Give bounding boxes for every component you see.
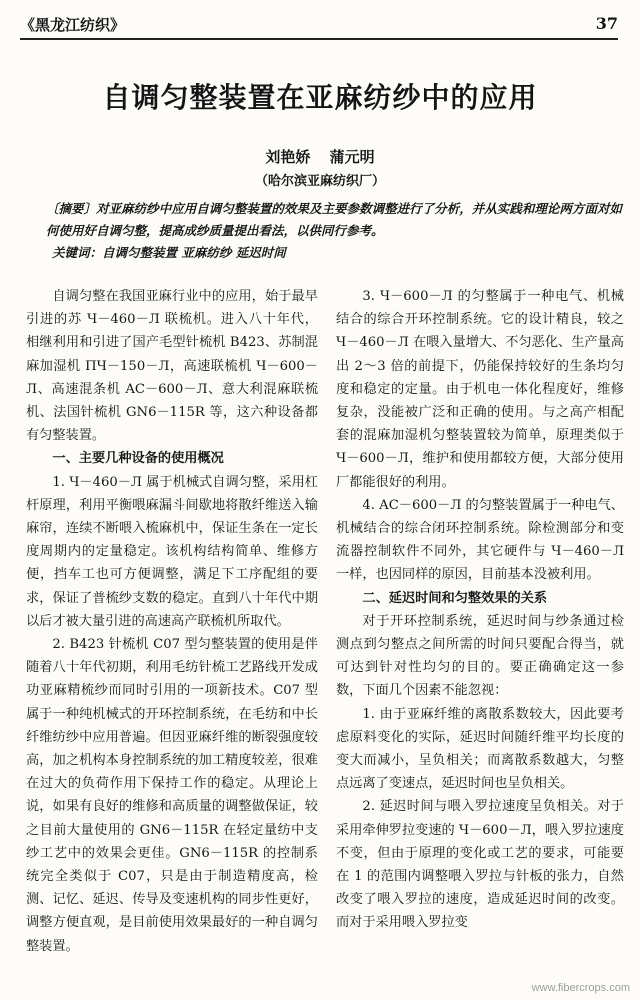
page-number: 37 (595, 14, 618, 33)
abstract: 〔摘要〕对亚麻纺纱中应用自调匀整装置的效果及主要参数调整进行了分析，并从实践和理论两方面对如何使用好自调匀整，提高成纱质量提出看法，以供同行参考。 (46, 201, 622, 238)
keywords: 关键词：自调匀整装置 亚麻纺纱 延迟时间 (52, 245, 286, 260)
author-affiliation: （哈尔滨亚麻纺织厂） (254, 174, 385, 189)
left-column (26, 285, 318, 990)
section-heading-2: 二、延迟时间和匀整效果的关系 (362, 590, 548, 606)
paragraph-item-2: 2. B423 针梳机 C07 型匀整装置的使用是伴随着八十年代初期，利用毛纺针梳工艺路线开发成功亚麻精梳纱而同时引用的一项新技术。C07 型属于一种纯机械式的开环控制系统，在毛纺和中长纤维纺纱中应用普遍。但因亚麻纤维的断裂强度较高，加之机构本身控制系统的加工精度较差，很难在过大的负荷作用下保持工作的稳定。从理论上说，如果有良好的维修和高质量的调整做保证，较之目前大量使用的 GN6－115R 在轻定量纺中支纱工艺中的效果会更佳。GN6－115R 的控制系统完全类似于 C07，只是由于制造精度高，检测、记忆、延迟、传导及变速机构的同步性更好，调整方便直观，是目前使用效果最好的一种自调匀整装置。 (26, 637, 318, 954)
article-authors: 刘艳娇 蒲元明 (265, 148, 375, 166)
paragraph-item-3: 3. Ч－600－Л 的匀整属于一种电气、机械结合的综合开环控制系统。它的设计精良，较之 Ч－460－Л 在喂入量增大、不匀恶化、生产量高出 2～3 倍的前提下，仍能保持较好的生条均匀度和稳定的定量。由于机电一体化程度好，维修复杂，没能被广泛和正确的使用。与之高产相配套的混麻加湿机匀整装置较为简单，原理类似于 Ч－600－Л，维护和使用都较方便，大部分使用厂都能很好的利用。 (336, 289, 624, 490)
section-2-intro: 对于开环控制系统，延迟时间与纱条通过检测点到匀整点之间所需的时间只要配合得当，就可达到针对性均匀的目的。要正确确定这一参数，下面几个因素不能忽视： (336, 613, 624, 699)
page-header (20, 12, 618, 40)
section-heading-1: 一、主要几种设备的使用概况 (52, 451, 224, 467)
right-column (336, 285, 624, 990)
paragraph-item-1: 1. Ч－460－Л 属于机械式自调匀整，采用杠杆原理，利用平衡喂麻漏斗间歇地将散纤维送入输麻帘，连续不断喂入梳麻机中，保证生条在一定长度周期内的定量稳定。该机构结构简单、维修方便，挡车工也可方便调整，满足下工序配组的要求，保证了普梳纱支数的稳定。直到八十年代中期以后才被大量引进的高速高产联梳机所取代。 (26, 474, 318, 629)
article-title: 自调匀整装置在亚麻纺纱中的应用 (102, 81, 538, 114)
watermark: www.fibercrops.com (531, 982, 630, 994)
factor-item-1: 1. 由于亚麻纤维的离散系数较大，因此要考虑原料变化的实际，延迟时间随纤维平均长度的变大而减小，呈负相关；而离散系数越大，匀整点远离了变速点，延迟时间也呈负相关。 (336, 706, 624, 792)
paragraph-item-4: 4. AC－600－Л 的匀整装置属于一种电气、机械结合的综合闭环控制系统。除检测部分和变流器控制软件不同外，其它硬件与 Ч－460－Л 一样，也因同样的原因，目前基本没被利用。 (336, 497, 624, 583)
intro-paragraph: 自调匀整在我国亚麻行业中的应用，始于最早引进的苏 Ч－460－Л 联梳机。进入八十年代，相继利用和引进了国产毛型针梳机 B423、苏制混麻加湿机 ПЧ－150－Л，高速联梳机 Ч－600－Л、高速混条机 AC－600－Л、意大利混麻联梳机、法国针梳机 GN6－115R 等，这六种设备都有匀整装置。 (26, 289, 318, 444)
factor-item-2: 2. 延迟时间与喂入罗拉速度呈负相关。对于采用牵伸罗拉变速的 Ч－600－Л，喂入罗拉速度不变，但由于原理的变化或工艺的要求，可能要在 1 的范围内调整喂入罗拉与针板的张力，自然改变了喂入罗拉的速度，造成延迟时间的改变。而对于采用喂入罗拉变 (336, 799, 624, 931)
journal-name: 《黑龙江纺织》 (20, 16, 126, 34)
